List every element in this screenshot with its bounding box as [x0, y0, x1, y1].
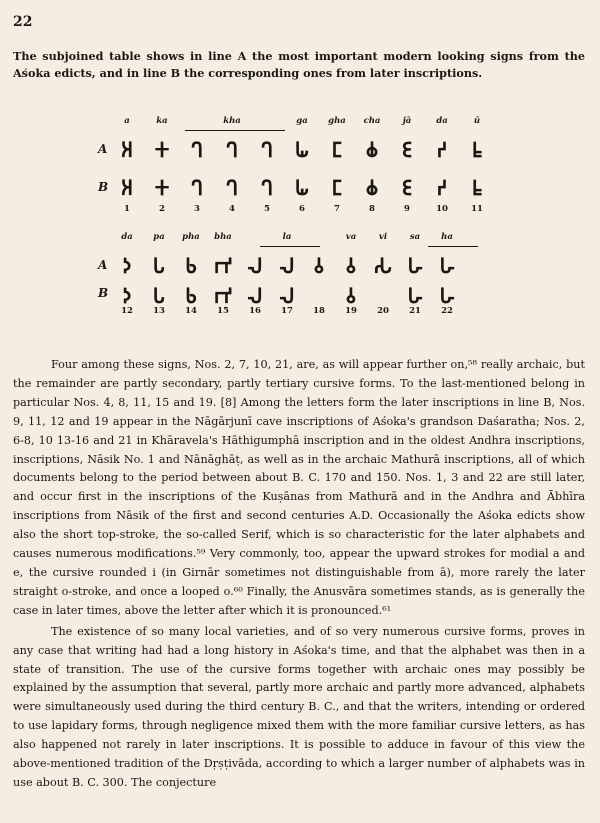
sign-name: va	[345, 232, 357, 242]
sign-name: da	[121, 232, 133, 242]
sign-name: pa	[153, 232, 165, 242]
sign-glyph-a: 𑀮	[247, 253, 263, 278]
sign-glyph-a: 𑀚	[401, 137, 413, 162]
sign-glyph-a: 𑀯	[313, 253, 325, 278]
sign-glyph-a: 𑀓	[154, 137, 170, 162]
sign-glyph-b: 𑀊	[471, 175, 483, 200]
sign-number: 17	[281, 306, 293, 316]
sign-glyph-a: 𑀳	[407, 253, 423, 278]
sign-glyph-a: 𑀔	[260, 137, 274, 162]
paragraph: The existence of so many local varieties, and of so very numerous cursive forms, proves in any case that writing had had a long history in Aśoka's time, and that the alphabet was then in a state of transition. The use of the cursive forms together with archaic ones may possibly be explained by the assumption that several, partly more archaic and partly more advanced, alphabets were simultaneously used during the third century B. C., and that the writers, intending or ordered to use lapidary forms, through negligence mixed them with the more familiar cursive letters, as has also happened not rarely in later inscriptions. It is possible to adduce in favour of this view the above-mentioned tradition of the Dṛṣṭivāda, according to which a larger number of alphabets was in use about B. C. 300. The conjecture	[13, 624, 585, 789]
sign-name: vi	[378, 232, 388, 242]
sign-name: bha	[214, 232, 232, 242]
sign-number: 8	[369, 204, 375, 214]
row-label-a: A	[98, 258, 108, 272]
sign-number: 21	[409, 306, 421, 316]
sign-name: jā	[402, 116, 412, 126]
sign-glyph-b: 𑀓	[154, 175, 170, 200]
page-number: 22	[13, 14, 33, 30]
sign-glyph-a: 𑀔	[190, 137, 204, 162]
sign-name: ga	[296, 116, 308, 126]
sign-number: 2	[159, 204, 165, 214]
sign-glyph-a: 𑀲	[373, 253, 393, 278]
sign-glyph-b: 𑀔	[225, 175, 239, 200]
sign-name: ū	[473, 116, 481, 126]
sign-number: 15	[217, 306, 229, 316]
sign-glyph-b: 𑀔	[260, 175, 274, 200]
sign-glyph-b: 𑀳	[439, 283, 455, 308]
sign-glyph-b: 𑀤	[122, 283, 132, 308]
sign-number: 14	[185, 306, 197, 316]
sign-glyph-a: 𑀪	[213, 253, 233, 278]
sign-glyph-b: 𑀮	[247, 283, 263, 308]
sign-glyph-a: 𑀨	[184, 253, 198, 278]
signs-table	[98, 110, 510, 320]
sign-glyph-a: 𑀗	[331, 137, 343, 162]
sign-glyph-b: 𑀯	[345, 283, 357, 308]
sign-glyph-a: 𑀅	[120, 137, 134, 162]
sign-glyph-b: 𑀧	[152, 283, 166, 308]
sign-glyph-b: 𑀚	[401, 175, 413, 200]
sign-number: 7	[334, 204, 340, 214]
sign-number: 13	[153, 306, 165, 316]
sign-number: 3	[194, 204, 200, 214]
sign-number: 20	[377, 306, 389, 316]
sign-glyph-a: 𑀟	[436, 137, 448, 162]
sign-name: ka	[156, 116, 168, 126]
sign-glyph-a: 𑀯	[345, 253, 357, 278]
sign-glyph-b: 𑀅	[120, 175, 134, 200]
sign-glyph-b: 𑀙	[365, 175, 379, 200]
sign-number: 22	[441, 306, 453, 316]
sign-glyph-a: 𑀳	[439, 253, 455, 278]
sign-glyph-b: 𑀨	[184, 283, 198, 308]
sign-glyph-a: 𑀤	[122, 253, 132, 278]
sign-name: kha	[223, 116, 241, 126]
sign-name: sa	[409, 232, 421, 242]
sign-glyph-b: 𑀟	[436, 175, 448, 200]
sign-name: la	[282, 232, 292, 242]
sign-glyph-a: 𑀧	[152, 253, 166, 278]
sign-glyph-b: 𑀪	[213, 283, 233, 308]
sign-glyph-b: 𑀮	[279, 283, 295, 308]
row-label-a: A	[98, 142, 108, 156]
sign-glyph-b: 𑀖	[294, 175, 310, 200]
intro-paragraph: The subjoined table shows in line A the most important modern looking signs from the Aśoka edicts, and in line B the corresponding ones from later inscriptions.	[13, 49, 585, 80]
sign-name: a	[124, 116, 130, 126]
sign-name: da	[436, 116, 448, 126]
sign-number: 18	[313, 306, 325, 316]
sign-name: cha	[363, 116, 381, 126]
sign-number: 11	[471, 204, 483, 214]
sign-number: 19	[345, 306, 357, 316]
sign-name: pha	[182, 232, 200, 242]
sign-glyph-b: 𑀔	[190, 175, 204, 200]
sign-name: ha	[441, 232, 453, 242]
sign-number: 16	[249, 306, 261, 316]
paragraph: Four among these signs, Nos. 2, 7, 10, 21, are, as will appear further on,⁵⁸ really archaic, but the remainder are partly secondary, partly tertiary cursive forms. To the last-mentioned belong in particular Nos. 4, 8, 11, 15 and 19. [8] Among the letters form the later inscriptions in line B, Nos. 9, 11, 12 and 19 appear in the Nāgārjunī cave inscriptions of Aśoka's grandson Daśaratha; Nos. 2, 6-8, 10 13-16 and 21 in Khāravela's Hāthigumphā inscription and in the oldest Andhra inscriptions, inscriptions, Nāsik No. 1 and Nānāghāṭ, as well as in the archaic Mathurā inscriptions, all of which documents belong to the period between about B. C. 170 and 150. Nos. 1, 3 and 22 are still later, and occur first in the inscriptions of the Kuṣānas from Mathurā and in the Andhra and Ābhīra inscriptions from Nāsik of the first and second centuries A.D. Occasionally the Aśoka edicts show also the short top-stroke, the so-called Serif, which is so characteristic for the later alphabets and causes numerous modifications.⁵⁹ Very commonly, too, appear the upward strokes for modial a and e, the cursive rounded i (in Girnār sometimes not distinguishable from ā), more rarely the later straight o-stroke, and once a looped o.⁶⁰ Finally, the Anusvāra sometimes stands, as is generally the case in later times, above the letter after which it is pronounced.⁶¹	[13, 358, 585, 617]
sign-glyph-a: 𑀖	[294, 137, 310, 162]
row-label-b: B	[98, 286, 109, 300]
sign-glyph-b: 𑀳	[407, 283, 423, 308]
sign-glyph-a: 𑀊	[471, 137, 483, 162]
sign-number: 9	[404, 204, 410, 214]
sign-number: 4	[229, 204, 235, 214]
sign-number: 6	[299, 204, 305, 214]
sign-number: 10	[436, 204, 448, 214]
body-text	[13, 356, 585, 793]
sign-glyph-a: 𑀙	[365, 137, 379, 162]
sign-glyph-b: 𑀗	[331, 175, 343, 200]
sign-number: 5	[264, 204, 270, 214]
sign-number: 1	[124, 204, 130, 214]
sign-number: 12	[121, 306, 133, 316]
sign-glyph-a: 𑀮	[279, 253, 295, 278]
sign-glyph-a: 𑀔	[225, 137, 239, 162]
sign-name: gha	[328, 116, 346, 126]
row-label-b: B	[98, 180, 109, 194]
